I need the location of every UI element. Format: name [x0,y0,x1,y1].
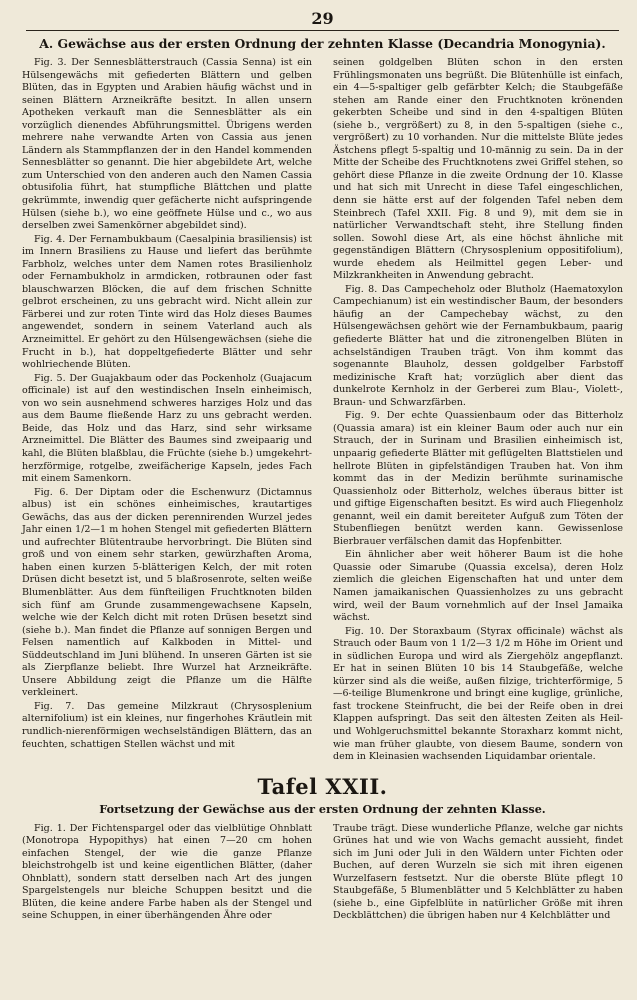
paragraph-plate-fig-1: Fig. 1. Der Fichtenspargel oder das vielblütige Ohnblatt (Monotropa Hypopithys) hat einen 7—20 cm hohen einfachen Stengel, der wie die ganze Pflanze bleichstrohgelb ist und keine eigentlichen Blätter, (daher Ohnblatt), sondern statt derselben nach Art des jungen Spargelstengels nur bleiche Schuppen besitzt und die Blüten, die keine andere Farbe haben als der Stengel und seine Schuppen, in einer überhängenden Ähre oder [22,822,312,922]
left-column [22,57,312,765]
paragraph-plate-fig-1-continued: Traube trägt. Diese wunderliche Pflanze, welche gar nichts Grünes hat und wie von Wachs gemacht aussieht, findet sich im Juni oder Juli in den Wäldern unter Fichten oder Buchen, auf deren Wurzeln sie sich mit ihren eigenen Wurzelfasern festsetzt. Nur die oberste Blüte pflegt 10 Staubgefäße, 5 Blumenblätter und 5 Kelchblätter zu haben (siehe b., eine Gipfelblüte in natürlicher Größe mit ihren Deckblättchen) die übrigen haben nur 4 Kelchblätter und [333,822,623,922]
section-heading: A. Gewächse aus der ersten Ordnung der zehnten Klasse (Decandria Monogynia). [39,36,606,51]
plate-subtitle: Fortsetzung der Gewächse aus der ersten Ordnung der zehnten Klasse. [99,801,546,816]
header-rule [26,30,619,31]
paragraph-fig-3: Fig. 3. Der Sennesblätterstrauch (Cassia Senna) ist ein Hülsengewächs mit gefiederten Blättern und gelben Blüten, das in Egypten und Arabien häufig wächst und in seinen Blättern Arzneikräfte besitzt. In allen unsern Apotheken verkauft man die Sennesblätter als ein vorzüglich dienendes Abführungsmittel. Übrigens werden mehrere nahe verwandte Arten von Cassia aus jenen Ländern als Stammpflanzen der in den Handel kommenden Sennesblätter so genannt. Die hier abgebildete Art, welche zum Unterschied von den anderen auch den Namen Cassia obtusifolia führt, hat stumpfliche Blättchen und platte gekrümmte, inwendig quer gefächerte nicht aufspringende Hülsen (siehe b.), wo eine geöffnete Hülse und c., wo aus derselben zwei Samenkörner abgebildet sind). [22,57,312,232]
bottom-left-column [22,823,312,979]
paragraph-quassia-excelsa: Ein ähnlicher aber weit höherer Baum ist die hohe Quassie oder Simarube (Quassia excelsa), deren Holz ziemlich die gleichen Eigenschaften hat und unter dem Namen jamaikanischen Quassienholzes zu uns gebracht wird, weil der Baum vornehmlich auf der Insel Jamaika wächst. [333,549,623,624]
bottom-right-column [333,823,623,979]
paragraph-fig-8: Fig. 8. Das Campecheholz oder Blutholz (Haematoxylon Campechianum) ist ein westindischer Baum, der besonders häufig an der Campechebay wächst, zu den Hülsengewächsen gehört wie der Fernambukbaum, paarig gefiederte Blätter hat und die zitronengelben Blüten in achselständigen Trauben trägt. Von ihm kommt das sogenannte Blauholz, dessen goldgelber Farbstoff medizinische Kraft hat; vorzüglich aber dient das dunkelrote Kernholz in der Gerberei zum Blau-, Violett-, Braun- und Schwarzfärben. [333,283,623,408]
paragraph-fig-10: Fig. 10. Der Storaxbaum (Styrax officinale) wächst als Strauch oder Baum von 1 1/2—3 1/2 m Höhe im Orient und in südlichen Europa und wird als Ziergehölz angepflanzt. Er hat in seinen Blüten 10 bis 14 Staubgefäße, welche kürzer sind als die weiße, außen filzige, trichterförmige, 5—6-teilige Blumenkrone und bringt eine kuglige, grünliche, fast trockene Steinfrucht, die bei der Reife oben in drei Klappen aufspringt. Das seit den ältesten Zeiten als Heil- und Wohlgeruchsmittel bekannte Storaxharz kommt nicht, wie man früher glaubte, von diesem Baume, sondern von dem in Kleinasien wachsenden Liquidambar orientale. [333,625,623,763]
paragraph-fig-9: Fig. 9. Der echte Quassienbaum oder das Bitterholz (Quassia amara) ist ein kleiner Baum oder auch nur ein Strauch, der in Surinam und Brasilien einheimisch ist, unpaarig gefiederte Blätter mit geflügelten Blattstielen und hellrote Blüten in gipfelständigen Trauben hat. Von ihm kommt das in der Medizin berühmte surinamische Quassienholz oder Bitterholz, welches überaus bitter ist und giftige Eigenschaften besitzt. Es wird auch Fliegenholz genannt, weil ein damit bereiteter Aufguß zum Töten der Stubenfliegen benützt werden kann. Gewissenlose Bierbrauer verfälschen damit das Hopfenbitter. [333,410,623,547]
top-columns [22,57,623,765]
page-number: 29 [311,9,334,28]
paragraph-fig-6: Fig. 6. Der Diptam oder die Eschenwurz (Dictamnus albus) ist ein schönes einheimisches, krautartiges Gewächs, das aus der dicken perennirenden Wurzel jedes Jahr einen 1/2—1 m hohen Stengel mit gefiederten Blättern und aufrechter Blütentraube hervorbringt. Die Blüten sind groß und von einem sehr starken, gewürzhaften Aroma, haben einen kurzen 5-blätterigen Kelch, der mit roten Drüsen dicht besetzt ist, und 5 blaßrosenrote, selten weiße Blumenblätter. Aus dem fünfteiligen Fruchtknoten bilden sich fünf am Grunde zusammengewachsene Kapseln, welche wie der Kelch dicht mit roten Drüsen besetzt sind (siehe b.). Man findet die Pflanze auf sonnigen Bergen und Felsen namentlich auf Kalkboden in Mittel- und Süddeutschland im Juni blühend. In unseren Gärten ist sie als Zierpflanze beliebt. Ihre Wurzel hat Arzneikräfte. Unsere Abbildung zeigt die Pflanze um die Hälfte verkleinert. [22,486,312,699]
paragraph-fig-4: Fig. 4. Der Fernambukbaum (Caesalpinia brasiliensis) ist im Innern Brasiliens zu Hause und liefert das berühmte Farbholz, welches unter dem Namen rotes Brasilienholz oder Fernambukholz in armdicken, rotbraunen oder fast blauschwarzen Blöcken, die auf dem frischen Schnitte gelbrot erscheinen, zu uns gebracht wird. Nicht allein zur Färberei und zur roten Tinte wird das Holz dieses Baumes angewendet, sondern in seinem Vaterland auch als Arzneimittel. Er gehört zu den Hülsengewächsen (siehe die Frucht in b.), hat doppeltgefiederte Blätter und sehr wohlriechende Blüten. [22,233,312,371]
bottom-columns [22,823,623,979]
paragraph-fig-7: Fig. 7. Das gemeine Milzkraut (Chrysosplenium alternifolium) ist ein kleines, nur fingerhohes Kräutlein mit rundlich-nierenförmigen wechselständigen Blättern, das an feuchten, schattigen Stellen wächst und mit [22,700,312,750]
right-column [333,57,623,765]
paragraph-fig-5: Fig. 5. Der Guajakbaum oder das Pockenholz (Guajacum officinale) ist auf den westindischen Inseln einheimisch, von wo sein ausnehmend schweres harziges Holz und das aus dem Baume fließende Harz zu uns gebracht werden. Beide, das Holz und das Harz, sind sehr wirksame Arzneimittel. Die Blätter des Baumes sind zweipaarig und kahl, die Blüten blaßblau, die Früchte (siehe b.) umgekehrt-herzförmige, rotgelbe, zweifächerige Kapseln, jedes Fach mit einem Samenkorn. [22,372,312,485]
plate-title: Tafel XXII. [257,773,388,799]
paragraph-fig-7-continued: seinen goldgelben Blüten schon in den ersten Frühlingsmonaten uns begrüßt. Die Blütenhülle ist einfach, ein 4—5-spaltiger gelb gefärbter Kelch; die Staubgefäße stehen am Rande einer den Fruchtknoten krönenden gekerbten Scheibe und sind in den 4-spaltigen Blüten (siehe b., vergrößert) zu 8, in den 5-spaltigen (siehe c., vergrößert) zu 10 vorhanden. Nur die mittelste Blüte jedes Ästchens pflegt 5-spaltig und 10-männig zu sein. Da in der Mitte der Scheibe des Fruchtknotens zwei Griffel stehen, so gehört diese Pflanze in die zweite Ordnung der 10. Klasse und hat sich mit Unrecht in diese Tafel eingeschlichen, denn sie hätte erst auf der folgenden Tafel neben dem Steinbrech (Tafel XXII. Fig. 8 und 9), mit dem sie in natürlicher Verwandtschaft steht, ihre Stellung finden sollen. Sowohl diese Art, als eine höchst ähnliche mit gegenständigen Blättern (Chrysosplenium oppositifolium), wurde ehedem als Heilmittel gegen Leber- und Milzkrankheiten in Anwendung gebracht. [333,57,624,282]
